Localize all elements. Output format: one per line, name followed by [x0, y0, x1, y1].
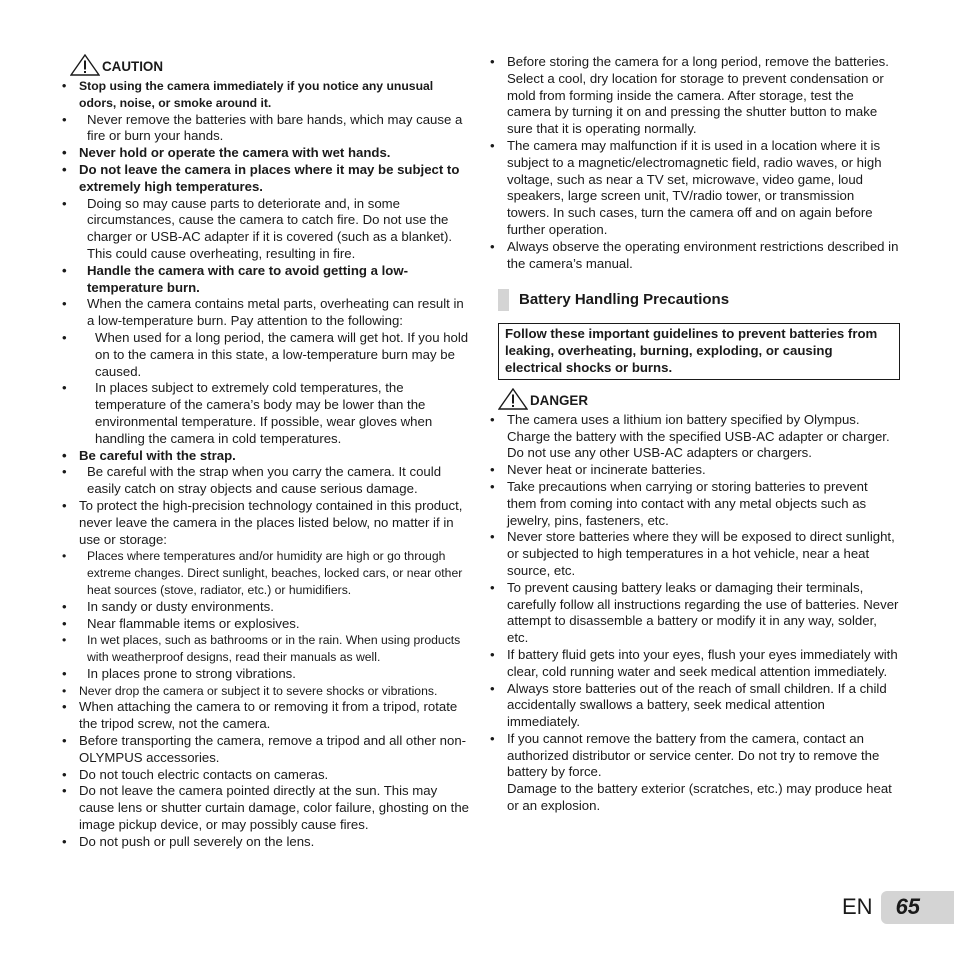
notice-box: Follow these important guidelines to prevent batteries from leaking, overheating, burning, exploding, or causing electrical shocks or burns. [498, 323, 900, 379]
bullet-item: • Take precautions when carrying or storing batteries to prevent them from coming into contact with any metal objects such as jewelry, pins, fasteners, etc. [498, 479, 900, 529]
bullet-item: • In places subject to extremely cold temperatures, the temperature of the camera’s body may be lower than the environmental temperature. If possible, wear gloves when handling the camera in cold temperatures. [70, 380, 472, 447]
bullet-item: • Do not leave the camera in places where it may be subject to extremely high temperatures. [70, 162, 472, 196]
bullet-item: • Always observe the operating environment restrictions described in the camera’s manual. [498, 239, 900, 273]
bullet-item: • In sandy or dusty environments. [70, 599, 472, 616]
bullet-item: • Handle the camera with care to avoid getting a low-temperature burn. [70, 263, 472, 297]
danger-list [498, 412, 900, 782]
page-number: 65 [895, 894, 921, 920]
bullet-item: • Never store batteries where they will be exposed to direct sunlight, or subjected to high temperatures in a hot vehicle, near a heat source, etc. [498, 529, 900, 579]
warning-triangle-icon [70, 54, 100, 76]
bullet-item: • To protect the high-precision technology contained in this product, never leave the camera in the places listed below, no matter if in use or storage: [70, 498, 472, 548]
bullet-item: • Never remove the batteries with bare hands, which may cause a fire or burn your hands. [70, 112, 472, 146]
section-marker [498, 289, 509, 311]
bullet-item: • The camera may malfunction if it is used in a location where it is subject to a magnetic/electromagnetic field, radio waves, or high voltage, such as near a TV set, microwave, video game, loud speakers, large screen unit, TV/radio tower, or transmission towers. In such cases, turn the camera off and on again before further operation. [498, 138, 900, 239]
storage-list [498, 54, 900, 272]
bullet-item: • Be careful with the strap when you carry the camera. It could easily catch on stray objects and cause serious damage. [70, 464, 472, 498]
bullet-item: • Doing so may cause parts to deteriorate and, in some circumstances, cause the camera to catch fire. Do not use the charger or USB-AC adapter if it is covered (such as a blanket). This could cause overheating, resulting in fire. [70, 196, 472, 263]
caution-title: CAUTION [102, 59, 163, 75]
bullet-item: • In places prone to strong vibrations. [70, 666, 472, 683]
left-column [70, 54, 472, 851]
warning-triangle-icon [498, 388, 528, 410]
bullet-item: • Never hold or operate the camera with wet hands. [70, 145, 472, 162]
bullet-item: • The camera uses a lithium ion battery specified by Olympus. Charge the battery with the specified USB-AC adapter or charger. Do not use any other USB-AC adapters or chargers. [498, 412, 900, 462]
bullet-item: • When used for a long period, the camera will get hot. If you hold on to the camera in this state, a low-temperature burn may be caused. [70, 330, 472, 380]
danger-heading [498, 388, 900, 410]
bullet-item: • If you cannot remove the battery from the camera, contact an authorized distributor or service center. Do not try to remove the battery by force. [498, 731, 900, 781]
bullet-item: • If battery fluid gets into your eyes, flush your eyes immediately with clear, cold running water and seek medical attention immediately. [498, 647, 900, 681]
bullet-item: • When the camera contains metal parts, overheating can result in a low-temperature burn. Pay attention to the following: [70, 296, 472, 330]
bullet-item: • Near flammable items or explosives. [70, 616, 472, 633]
danger-followup: Damage to the battery exterior (scratches, etc.) may produce heat or an explosion. [507, 781, 892, 814]
bullet-item: • Before transporting the camera, remove a tripod and all other non-OLYMPUS accessories. [70, 733, 472, 767]
caution-heading [70, 54, 472, 76]
bullet-item: • Never heat or incinerate batteries. [498, 462, 900, 479]
bullet-item: • Do not leave the camera pointed directly at the sun. This may cause lens or shutter curtain damage, color failure, ghosting on the image pickup device, or may possibly cause fires. [70, 783, 472, 833]
bullet-item: • Do not push or pull severely on the lens. [70, 834, 472, 851]
bullet-item: • Stop using the camera immediately if you notice any unusual odors, noise, or smoke around it. [70, 78, 472, 112]
bullet-item: • Places where temperatures and/or humidity are high or go through extreme changes. Direct sunlight, beaches, locked cars, or near other heat sources (stove, radiator, etc.) or humidifiers. [70, 548, 472, 598]
bullet-item: • Always store batteries out of the reach of small children. If a child accidentally swallows a battery, seek medical attention immediately. [498, 681, 900, 731]
section-title: Battery Handling Precautions [519, 290, 730, 308]
page-footer [842, 891, 954, 924]
bullet-item: • To prevent causing battery leaks or damaging their terminals, carefully follow all instructions regarding the use of batteries. Never attempt to disassemble a battery or modify it in any way, solder, etc. [498, 580, 900, 647]
section-heading [498, 289, 900, 311]
page-number-tab [881, 891, 954, 924]
bullet-item: • Be careful with the strap. [70, 448, 472, 465]
danger-title: DANGER [530, 392, 589, 408]
bullet-item: • In wet places, such as bathrooms or in the rain. When using products with weatherproof designs, read their manuals as well. [70, 632, 472, 666]
caution-list [70, 78, 472, 851]
bullet-item: • Never drop the camera or subject it to severe shocks or vibrations. [70, 683, 472, 700]
bullet-item: • Do not touch electric contacts on cameras. [70, 767, 472, 784]
bullet-item: • Before storing the camera for a long period, remove the batteries. Select a cool, dry location for storage to prevent condensation or mold from forming inside the camera. After storage, test the camera by turning it on and pressing the shutter button to make sure that it is operating normally. [498, 54, 900, 138]
right-column [498, 54, 900, 815]
language-label: EN [842, 894, 873, 920]
bullet-item: • When attaching the camera to or removing it from a tripod, rotate the tripod screw, not the camera. [70, 699, 472, 733]
